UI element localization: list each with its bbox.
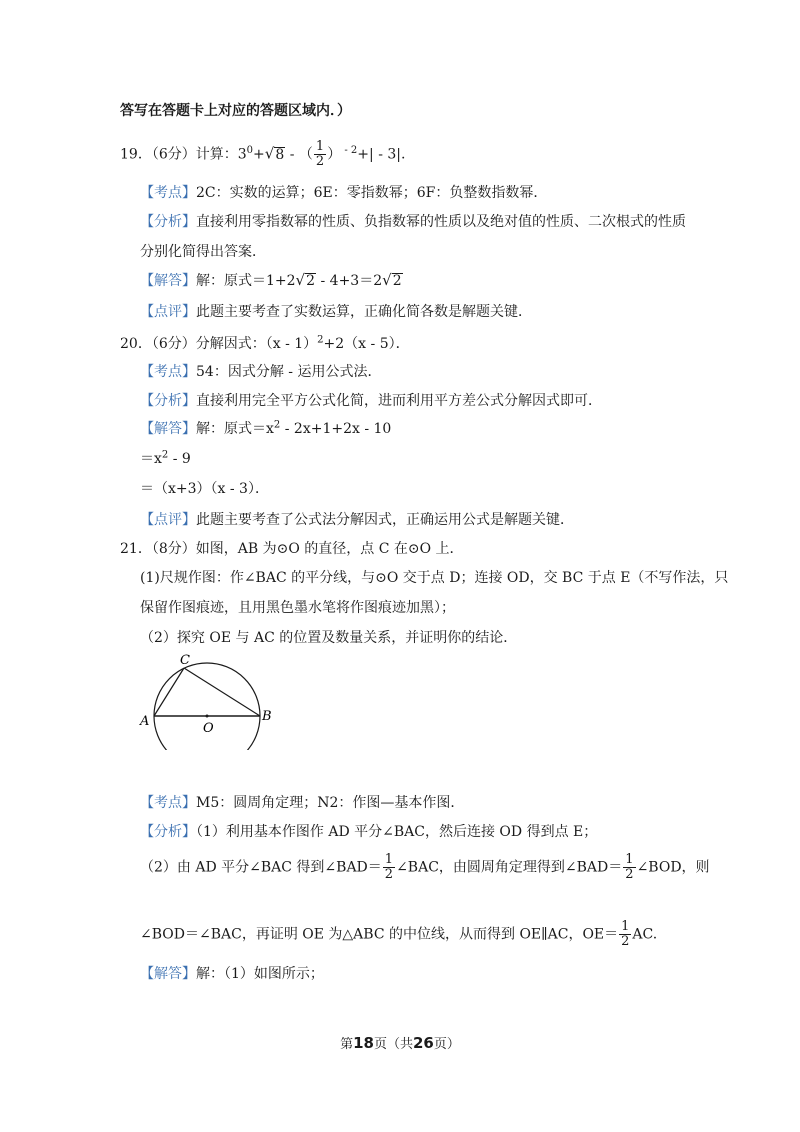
q20-step2 bbox=[140, 448, 191, 468]
label-o: O bbox=[203, 721, 214, 736]
q21-fraction-3 bbox=[619, 920, 631, 949]
q21-fenxi bbox=[140, 821, 597, 841]
q20-kaodian bbox=[140, 361, 381, 381]
footer-page: 18 bbox=[353, 1034, 374, 1052]
frac-den: 2 bbox=[625, 867, 634, 882]
q19-jieda-b: 2 bbox=[306, 273, 316, 289]
tag-kaodian: 【考点】 bbox=[140, 185, 196, 201]
q20-jieda-a: 解：原式＝x bbox=[196, 421, 274, 437]
q21-stem-text: （8分）如图，AB 为⊙O 的直径，点 C 在⊙O 上． bbox=[151, 541, 464, 557]
label-b: B bbox=[262, 709, 272, 724]
chord-cb bbox=[184, 668, 260, 716]
q20-jieda-b: - 2x+1+2x - 10 bbox=[280, 421, 392, 437]
q19-jieda bbox=[140, 270, 403, 290]
q19-expr-h: - 2 bbox=[341, 144, 358, 156]
q19-score: （6分）计算： bbox=[151, 146, 238, 163]
q19-expr-c: 8 bbox=[275, 146, 285, 163]
q21-fenxi-1: （1）利用基本作图作 AD 平分∠BAC，然后连接 OD 得到点 E； bbox=[196, 824, 598, 840]
q19-fenxi-text-2: 分别化简得出答案． bbox=[140, 244, 266, 260]
q21-kaodian-text: M5：圆周角定理；N2：作图—基本作图． bbox=[196, 795, 465, 811]
q20-jieda bbox=[140, 418, 391, 438]
page-footer bbox=[0, 1033, 800, 1052]
q20-number: 20． bbox=[120, 336, 152, 352]
q20-step2-b: - 9 bbox=[168, 451, 191, 467]
radical-icon: √ bbox=[264, 144, 275, 163]
frac-num: 1 bbox=[625, 852, 634, 867]
q20-step3: ＝（x+3）（x - 3）． bbox=[140, 481, 269, 497]
q19-dianping-text: 此题主要考查了实数运算，正确化简各数是解题关键． bbox=[196, 304, 532, 320]
tag-jieda: 【解答】 bbox=[140, 421, 196, 437]
q21-jieda-text: 解：（1）如图所示； bbox=[196, 966, 324, 982]
center-point bbox=[206, 715, 209, 718]
q21-part2: （2）探究 OE 与 AC 的位置及数量关系，并证明你的结论． bbox=[140, 630, 518, 646]
tag-fenxi: 【分析】 bbox=[140, 393, 196, 409]
q21-fenxi-2c: ∠BOD，则 bbox=[636, 859, 710, 876]
q20-step2-a: ＝x bbox=[140, 451, 162, 467]
q19-expr-g: ） bbox=[327, 146, 342, 163]
radical-icon: √ bbox=[382, 271, 392, 289]
q19-expr-a-sup: 0 bbox=[246, 144, 254, 156]
q20-stem bbox=[120, 333, 410, 353]
q21-jieda bbox=[140, 963, 324, 983]
q21-fraction-1 bbox=[383, 853, 395, 882]
tag-jieda: 【解答】 bbox=[140, 273, 196, 289]
tag-fenxi: 【分析】 bbox=[140, 824, 196, 840]
chord-ac bbox=[154, 668, 184, 716]
footer-mid: 页（共 bbox=[373, 1037, 413, 1052]
tag-kaodian: 【考点】 bbox=[140, 364, 196, 380]
q19-jieda-a: 解：原式＝1+2 bbox=[196, 273, 296, 289]
q21-fenxi-2b: ∠BAC，由圆周角定理得到∠BAD＝ bbox=[396, 859, 623, 876]
q20-fenxi bbox=[140, 390, 602, 410]
tag-dianping: 【点评】 bbox=[140, 304, 196, 320]
q20-dianping-text: 此题主要考查了公式法分解因式，正确运用公式是解题关键． bbox=[196, 512, 574, 528]
tag-dianping: 【点评】 bbox=[140, 512, 196, 528]
q19-number: 19． bbox=[120, 146, 152, 163]
label-a: A bbox=[140, 714, 150, 729]
footer-pre: 第 bbox=[340, 1037, 354, 1052]
q20-dianping bbox=[140, 509, 574, 529]
tag-kaodian: 【考点】 bbox=[140, 795, 196, 811]
q20-text-a: （6分）分解因式：（x - 1） bbox=[151, 336, 318, 352]
q21-number: 21． bbox=[120, 541, 152, 557]
tag-fenxi: 【分析】 bbox=[140, 214, 196, 230]
q21-fenxi-3a: ∠BOD＝∠BAC，再证明 OE 为△ABC 的中位线，从而得到 OE∥AC，OE＝ bbox=[140, 926, 619, 943]
q19-kaodian-text: 2C：实数的运算；6E：零指数幂；6F：负整数指数幂． bbox=[196, 185, 548, 201]
q19-dianping bbox=[140, 301, 532, 321]
q21-part1-b: 保留作图痕迹，且用黑色墨水笔将作图痕迹加黑）； bbox=[140, 600, 455, 616]
q20-step2-sup: 2 bbox=[161, 449, 169, 461]
footer-post: 页） bbox=[433, 1037, 460, 1052]
q19-stem bbox=[120, 140, 405, 169]
footer-total: 26 bbox=[413, 1034, 434, 1052]
q19-fenxi-text-1: 直接利用零指数幂的性质、负指数幂的性质以及绝对值的性质、二次根式的性质 bbox=[196, 214, 686, 230]
label-c: C bbox=[180, 653, 190, 668]
q21-stem bbox=[120, 538, 464, 558]
circle-figure bbox=[130, 648, 280, 750]
frac-num: 1 bbox=[315, 139, 325, 154]
q19-fenxi bbox=[140, 211, 686, 231]
frac-num: 1 bbox=[621, 919, 630, 934]
q20-jieda-sup: 2 bbox=[273, 419, 281, 431]
frac-num: 1 bbox=[384, 852, 394, 867]
q19-fraction bbox=[314, 140, 326, 169]
q21-fenxi-2a: （2）由 AD 平分∠BAC 得到∠BAD＝ bbox=[140, 859, 382, 876]
q19-expr-a: 3 bbox=[237, 146, 247, 163]
q19-expr-i: +| - 3|. bbox=[357, 146, 406, 163]
q20-fenxi-text: 直接利用完全平方公式化简，进而利用平方差公式分解因式即可． bbox=[196, 393, 602, 409]
q19-kaodian bbox=[140, 182, 547, 202]
radical-icon: √ bbox=[295, 271, 306, 289]
frac-den: 2 bbox=[621, 934, 630, 949]
q19-jieda-d: 2 bbox=[392, 273, 402, 289]
q20-text-sup: 2 bbox=[317, 334, 324, 346]
q19-jieda-c: - 4+3＝2 bbox=[316, 273, 383, 289]
q20-kaodian-text: 54：因式分解 - 运用公式法． bbox=[196, 364, 382, 380]
q21-fenxi-2 bbox=[140, 853, 710, 882]
frac-den: 2 bbox=[384, 867, 394, 882]
header-note: 答写在答题卡上对应的答题区域内．） bbox=[120, 103, 351, 119]
q21-kaodian bbox=[140, 792, 464, 812]
q19-expr-b: + bbox=[253, 146, 265, 163]
q21-part1-a: (1)尺规作图：作∠BAC 的平分线，与⊙O 交于点 D；连接 OD，交 BC 于点 E（不写作法，只 bbox=[140, 570, 729, 586]
q21-fraction-2 bbox=[623, 853, 635, 882]
q20-text-b: +2（x - 5）． bbox=[323, 336, 410, 352]
tag-jieda: 【解答】 bbox=[140, 966, 196, 982]
frac-den: 2 bbox=[315, 154, 325, 169]
q19-expr-d: - （ bbox=[285, 146, 313, 163]
q21-fenxi-3b: AC. bbox=[632, 926, 658, 943]
q21-fenxi-3 bbox=[140, 920, 657, 949]
